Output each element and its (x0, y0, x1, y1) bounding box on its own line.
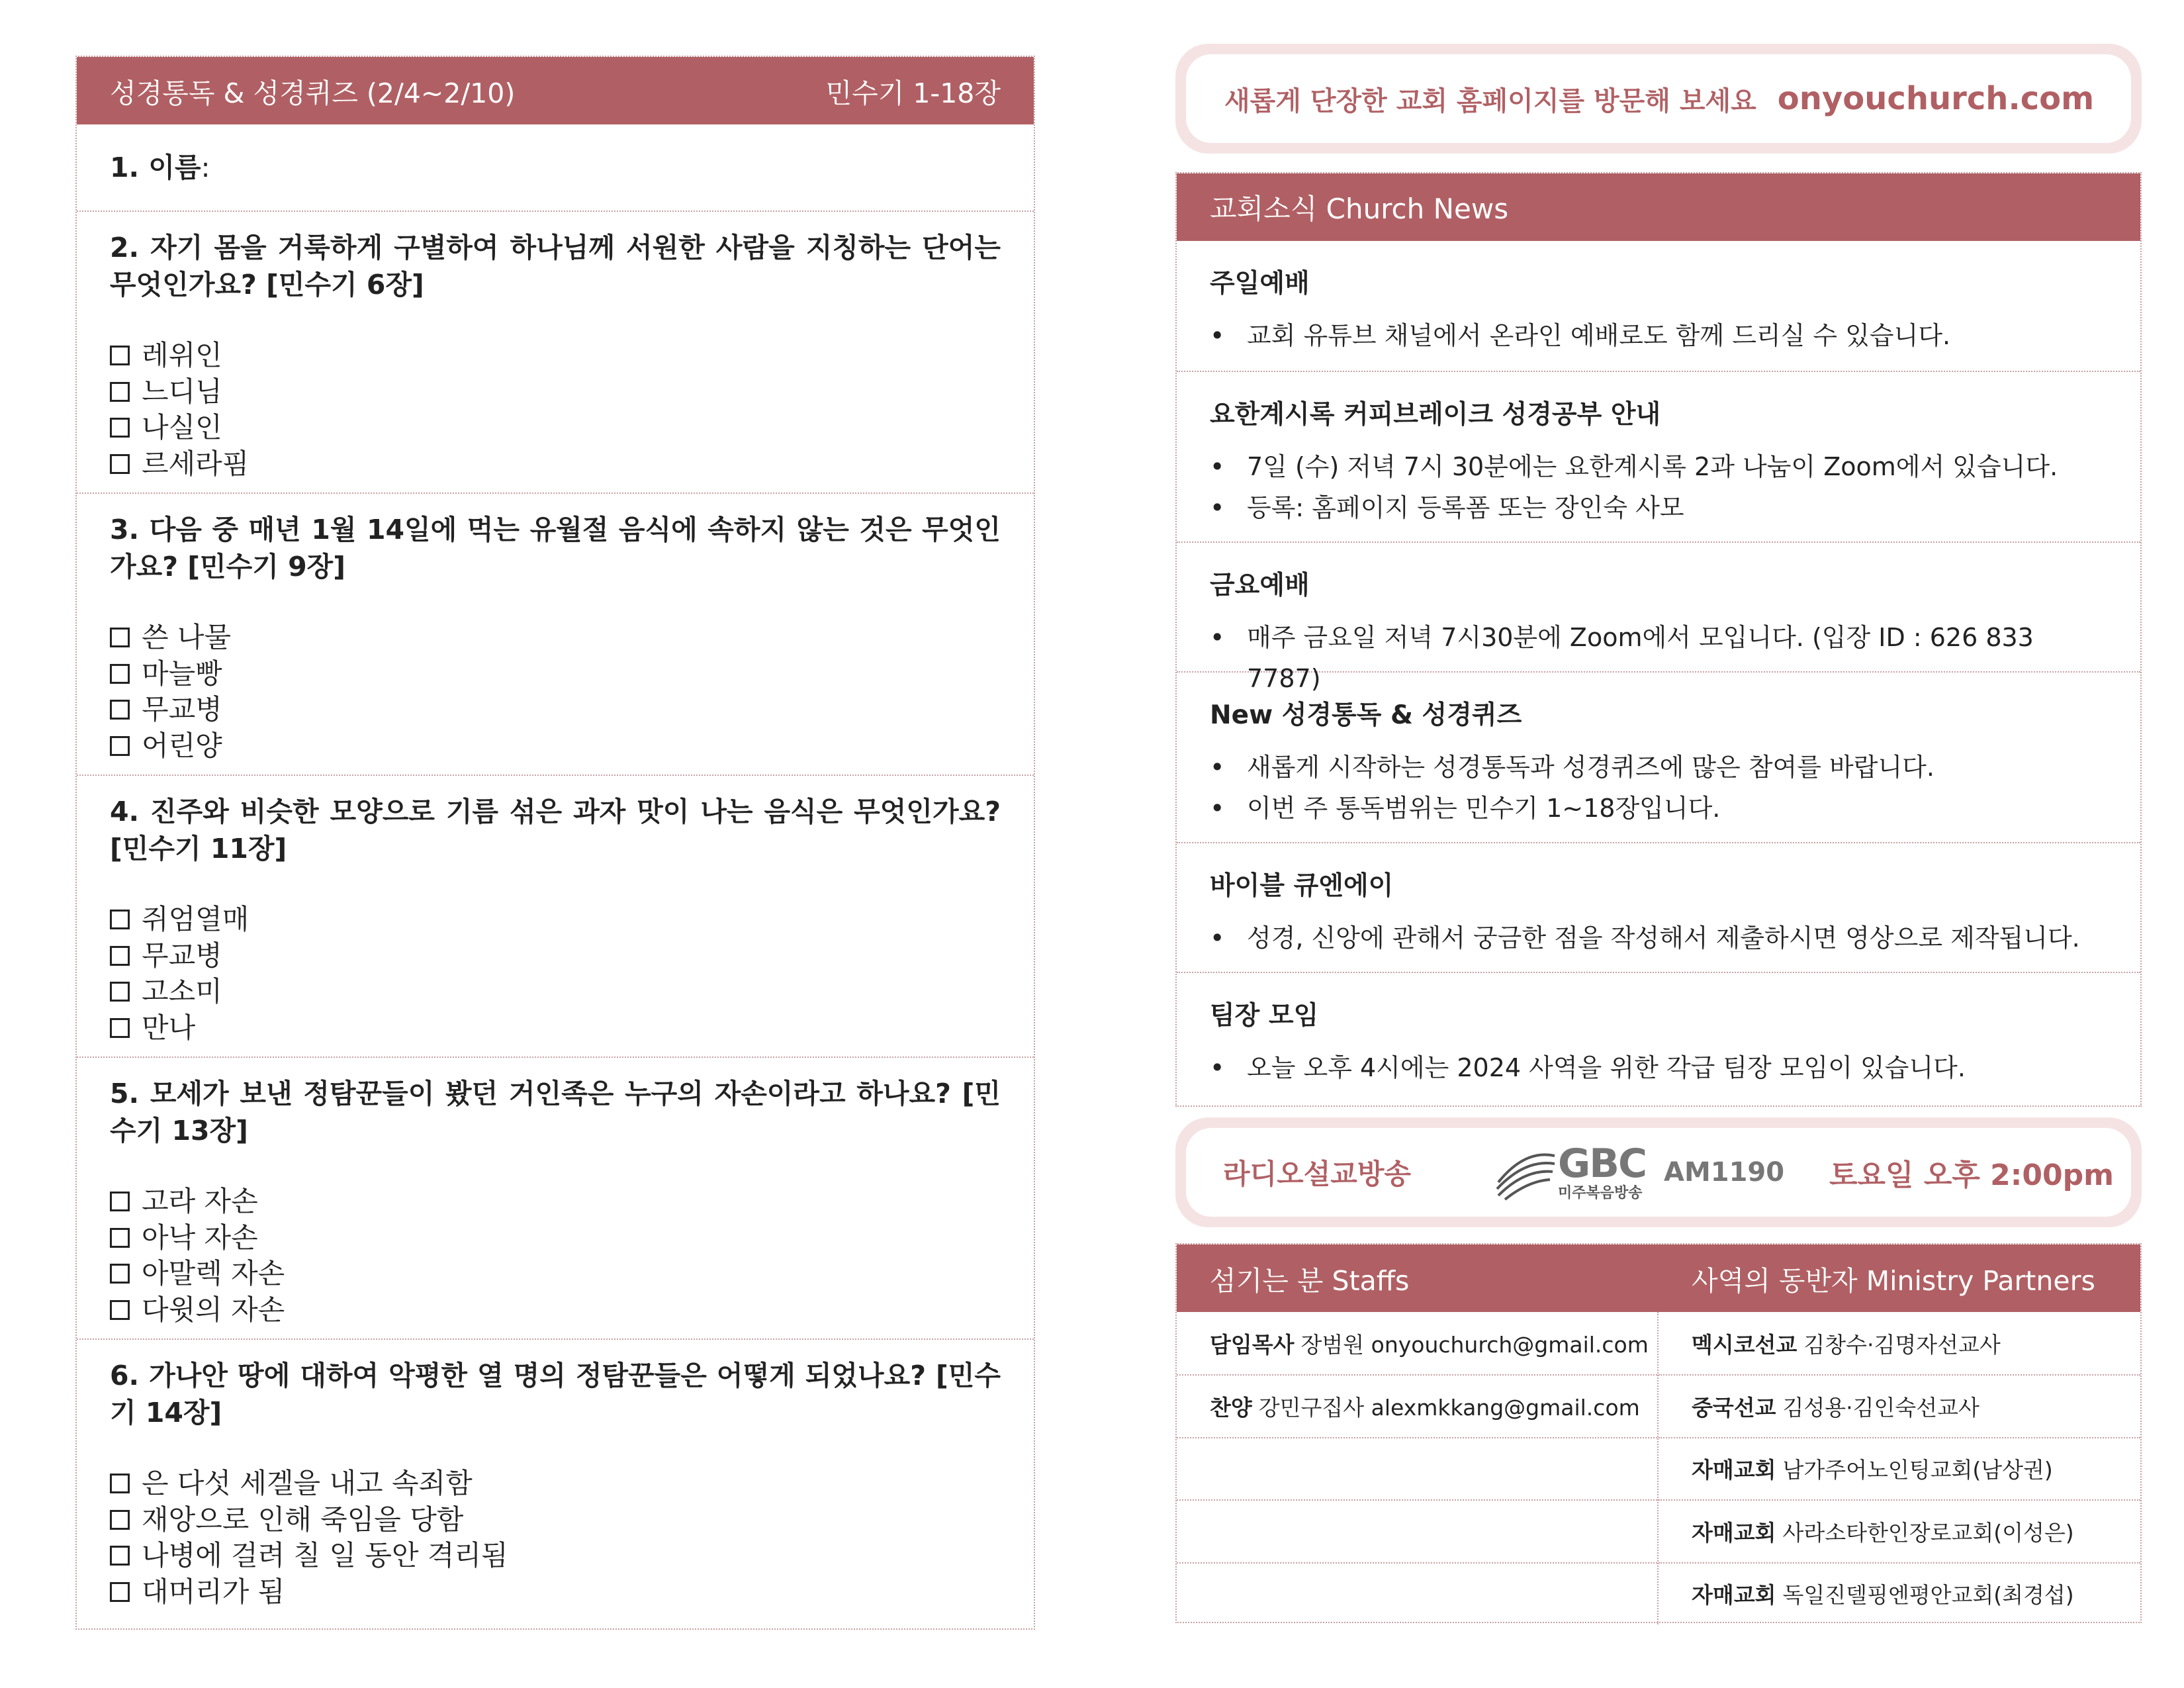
partner-row (1659, 1374, 2140, 1436)
role-detail: 남가주어노인팅교회(남상권) (1782, 1457, 2053, 1483)
role-label: 자매교회 (1692, 1457, 1776, 1483)
answer-option[interactable] (110, 1010, 1001, 1047)
news-bullet: • 7일 (수) 저녁 7시 30분에는 요한계시록 2과 나눔이 Zoom에서 있습니다. (1210, 446, 2107, 487)
answer-option[interactable] (110, 1220, 1001, 1256)
checkbox-icon[interactable] (110, 946, 130, 966)
checkbox-icon[interactable] (110, 418, 130, 438)
website-banner (1175, 44, 2142, 154)
quiz-question (77, 492, 1034, 774)
news-item (1177, 842, 2140, 972)
option-label: 쓴 나물 (142, 621, 232, 653)
questions-list (77, 211, 1034, 1623)
staff-row (1177, 1312, 1657, 1374)
website-text: 새롭게 단장한 교회 홈페이지를 방문해 보세요 (1224, 85, 1756, 117)
news-bullet: • 오늘 오후 4시에는 2024 사역을 위한 각급 팀장 모임이 있습니다. (1210, 1047, 2107, 1088)
staffs-column (1177, 1312, 1659, 1624)
news-item (1177, 972, 2140, 1107)
checkbox-icon[interactable] (110, 1474, 130, 1493)
option-label: 아낙 자손 (142, 1221, 258, 1254)
quiz-question (77, 774, 1034, 1056)
checkbox-icon[interactable] (110, 1192, 130, 1211)
option-label: 나병에 걸려 칠 일 동안 격리됨 (142, 1539, 508, 1571)
news-item (1177, 371, 2140, 541)
news-bullet: • 매주 금요일 저녁 7시30분에 Zoom에서 모입니다. (입장 ID : 626 833 7787) (1210, 617, 2107, 699)
quiz-title: 성경통독 & 성경퀴즈 (2/4~2/10) (110, 77, 516, 109)
news-item (1177, 241, 2140, 371)
role-detail: 김성용·김인숙선교사 (1782, 1395, 1979, 1421)
answer-option[interactable] (110, 692, 1001, 728)
role-detail: 사라소타한인장로교회(이성은) (1782, 1519, 2074, 1546)
website-link[interactable]: onyouchurch.com (1777, 80, 2095, 117)
checkbox-icon[interactable] (110, 1546, 130, 1566)
name-row (77, 124, 1034, 211)
question-text: 6. 가나안 땅에 대하여 악평한 열 명의 정탐꾼들은 어떻게 되었나요? [민수기 14장] (110, 1360, 1001, 1429)
role-label: 자매교회 (1692, 1519, 1776, 1546)
option-label: 쥐엄열매 (142, 903, 250, 935)
quiz-panel (75, 56, 1035, 1630)
gbc-logo (1492, 1143, 1664, 1202)
option-label: 무교병 (142, 939, 222, 972)
radio-label: 라디오설교방송 (1223, 1158, 1412, 1190)
gbc-logo-text: GBC (1558, 1141, 1647, 1187)
answer-option[interactable] (110, 1184, 1001, 1220)
option-label: 느디님 (142, 375, 222, 408)
globe-icon (1492, 1143, 1558, 1202)
option-label: 만나 (142, 1011, 196, 1044)
answer-option[interactable] (110, 656, 1001, 692)
checkbox-icon[interactable] (110, 982, 130, 1002)
staff-row (1177, 1499, 1657, 1562)
quiz-question (77, 1338, 1034, 1623)
news-title: 바이블 큐엔에이 (1210, 871, 1394, 901)
role-label: 중국선교 (1692, 1395, 1776, 1421)
name-label: 1. 이름 (110, 152, 201, 183)
news-item (1177, 541, 2140, 693)
option-label: 마늘빵 (142, 657, 222, 690)
news-title: New 성경통독 & 성경퀴즈 (1210, 700, 1522, 730)
staff-header (1177, 1244, 2140, 1312)
staff-panel (1175, 1243, 2142, 1623)
checkbox-icon[interactable] (110, 1510, 130, 1530)
role-label: 멕시코선교 (1692, 1331, 1797, 1358)
option-label: 무교병 (142, 693, 222, 726)
option-label: 어린양 (142, 729, 222, 762)
question-text: 2. 자기 몸을 거룩하게 구별하여 하나님께 서원한 사람을 지칭하는 단어는 무엇인가요? [민수기 6장] (110, 232, 1001, 301)
answer-option[interactable] (110, 974, 1001, 1010)
news-title: 주일예배 (1210, 269, 1310, 299)
option-label: 고소미 (142, 975, 222, 1008)
news-header: 교회소식 Church News (1177, 173, 2140, 241)
answer-option[interactable] (110, 1292, 1001, 1329)
checkbox-icon[interactable] (110, 1018, 130, 1038)
answer-option[interactable] (110, 938, 1001, 974)
name-colon: : (201, 152, 210, 183)
quiz-range: 민수기 1-18장 (825, 77, 1001, 109)
staff-row (1177, 1374, 1657, 1436)
radio-banner (1175, 1117, 2142, 1227)
answer-option[interactable] (110, 410, 1001, 446)
checkbox-icon[interactable] (110, 454, 130, 474)
checkbox-icon[interactable] (110, 1300, 130, 1320)
news-bullet: • 성경, 신앙에 관해서 궁금한 점을 작성해서 제출하시면 영상으로 제작됩니다. (1210, 917, 2107, 959)
checkbox-icon[interactable] (110, 346, 130, 365)
answer-option[interactable] (110, 374, 1001, 410)
news-title: 요한계시록 커피브레이크 성경공부 안내 (1210, 400, 1661, 430)
answer-option[interactable] (110, 728, 1001, 765)
role-label: 찬양 (1210, 1395, 1252, 1421)
gbc-logo-subtext: 미주복음방송 (1558, 1185, 1643, 1201)
news-list (1177, 241, 2140, 1107)
checkbox-icon[interactable] (110, 1264, 130, 1284)
checkbox-icon[interactable] (110, 736, 130, 756)
checkbox-icon[interactable] (110, 664, 130, 684)
partner-row (1659, 1499, 2140, 1562)
role-label: 담임목사 (1210, 1331, 1295, 1358)
option-label: 대머리가 됨 (142, 1575, 285, 1608)
news-title: 금요예배 (1210, 571, 1310, 600)
option-label: 재앙으로 인해 죽임을 당함 (142, 1503, 464, 1536)
news-bullet: • 교회 유튜브 채널에서 온라인 예배로도 함께 드리실 수 있습니다. (1210, 315, 2107, 356)
answer-option[interactable] (110, 1502, 1001, 1538)
quiz-header (77, 57, 1034, 124)
answer-option[interactable] (110, 620, 1001, 656)
news-title: 팀장 모임 (1210, 1001, 1319, 1031)
answer-option[interactable] (110, 1466, 1001, 1502)
checkbox-icon[interactable] (110, 910, 130, 929)
quiz-question (77, 1056, 1034, 1338)
quiz-question (77, 211, 1034, 492)
option-label: 아말렉 자손 (142, 1257, 285, 1289)
option-label: 다윗의 자손 (142, 1293, 285, 1326)
radio-station: AM1190 (1664, 1157, 1785, 1188)
option-label: 나실인 (142, 411, 222, 444)
role-detail: 독일진델핑엔평안교회(최경섭) (1782, 1582, 2074, 1609)
checkbox-icon[interactable] (110, 700, 130, 720)
question-text: 5. 모세가 보낸 정탐꾼들이 봤던 거인족은 누구의 자손이라고 하나요? [민수기 13장] (110, 1078, 1001, 1147)
option-label: 고라 자손 (142, 1185, 258, 1217)
question-text: 3. 다음 중 매년 1월 14일에 먹는 유월절 음식에 속하지 않는 것은 무엇인가요? [민수기 9장] (110, 514, 1001, 583)
checkbox-icon[interactable] (110, 628, 130, 647)
role-detail: 장범원 onyouchurch@gmail.com (1300, 1331, 1649, 1358)
church-news-panel (1175, 172, 2142, 1107)
option-label: 은 다섯 세겔을 내고 속죄함 (142, 1467, 473, 1499)
answer-option[interactable] (110, 446, 1001, 483)
question-text: 4. 진주와 비슷한 모양으로 기름 섞은 과자 맛이 나는 음식은 무엇인가요? [민수기 11장] (110, 796, 1001, 865)
answer-option[interactable] (110, 1538, 1001, 1574)
answer-option[interactable] (110, 1256, 1001, 1292)
checkbox-icon[interactable] (110, 1228, 130, 1248)
news-bullet: • 새롭게 시작하는 성경통독과 성경퀴즈에 많은 참여를 바랍니다. (1210, 747, 2107, 788)
staff-row (1177, 1562, 1657, 1624)
role-detail: 김창수·김명자선교사 (1803, 1331, 2001, 1358)
answer-option[interactable] (110, 902, 1001, 938)
option-label: 르세라핌 (142, 447, 250, 480)
staff-row (1177, 1437, 1657, 1499)
news-bullet: • 이번 주 통독범위는 민수기 1~18장입니다. (1210, 788, 2107, 829)
role-detail: 강민구집사 alexmkkang@gmail.com (1258, 1395, 1640, 1421)
checkbox-icon[interactable] (110, 382, 130, 402)
staffs-heading: 섬기는 분 Staffs (1210, 1264, 1410, 1297)
answer-option[interactable] (110, 1574, 1001, 1611)
option-label: 레위인 (142, 339, 222, 371)
partner-row (1659, 1437, 2140, 1499)
partners-column (1659, 1312, 2140, 1624)
partner-row (1659, 1562, 2140, 1624)
answer-option[interactable] (110, 338, 1001, 374)
partner-row (1659, 1312, 2140, 1374)
news-bullet: • 등록: 홈페이지 등록폼 또는 장인숙 사모 (1210, 487, 2107, 528)
role-label: 자매교회 (1692, 1582, 1776, 1609)
checkbox-icon[interactable] (110, 1582, 130, 1602)
radio-time: 토요일 오후 2:00pm (1829, 1158, 2114, 1192)
partners-heading: 사역의 동반자 Ministry Partners (1692, 1264, 2095, 1297)
